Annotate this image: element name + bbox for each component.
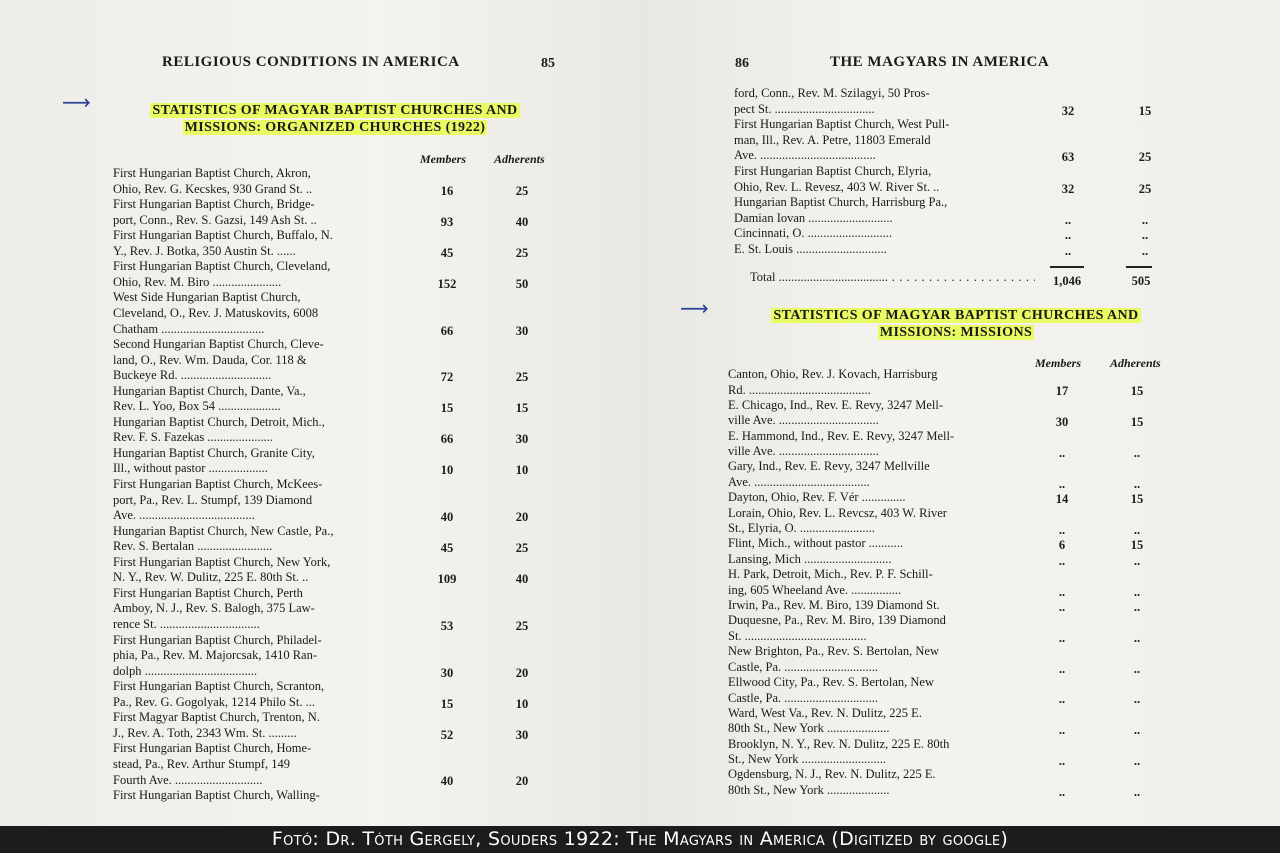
church-entry-members: .. — [1058, 630, 1066, 645]
church-entry — [113, 415, 428, 446]
church-entry-text: E. Hammond, Ind., Rev. E. Revy, 3247 Mell- ville Ave. ................................ — [728, 428, 955, 459]
church-entry — [113, 166, 428, 197]
church-entry-adherents: 30 — [515, 323, 529, 338]
church-entry-members: 16 — [440, 183, 454, 198]
church-entry-adherents: 15 — [1130, 415, 1144, 430]
church-entry-members: 45 — [440, 541, 454, 556]
title-line-1: STATISTICS OF MAGYAR BAPTIST CHURCHES AND — [773, 308, 1139, 323]
right-page — [640, 0, 1280, 826]
church-entry — [734, 117, 1044, 164]
pen-arrow-icon: ⟶ — [680, 296, 709, 320]
church-entry-text: Ogdensburg, N. J., Rev. N. Dulitz, 225 E. 80th St., New York .................... — [728, 767, 936, 797]
church-entry-adherents: 20 — [515, 774, 529, 789]
church-entry-adherents: 25 — [1138, 181, 1152, 196]
church-entry-text: First Hungarian Baptist Church, Elyria, Ohio, Rev. L. Revesz, 403 W. River St. .. — [734, 164, 940, 194]
church-entry-adherents: .. — [1141, 244, 1149, 258]
church-entry — [728, 598, 1040, 614]
church-entry-text: E. St. Louis ............................. — [734, 242, 887, 256]
church-entry-text: Ward, West Va., Rev. N. Dulitz, 225 E. 80th St., New York .................... — [728, 705, 922, 736]
church-entry-adherents: .. — [1133, 661, 1141, 676]
church-entry-text: Duquesne, Pa., Rev. M. Biro, 139 Diamond St. ....................................... — [728, 613, 946, 643]
col-members-header: Members — [1035, 356, 1081, 370]
church-entry — [113, 477, 428, 524]
left-page — [0, 0, 640, 826]
church-entry-members: 40 — [440, 510, 454, 525]
church-entry-adherents: .. — [1133, 584, 1141, 599]
church-entry-members: .. — [1058, 600, 1066, 614]
church-entry-text: Irwin, Pa., Rev. M. Biro, 139 Diamond St. — [728, 598, 940, 612]
church-entry-members: .. — [1058, 446, 1066, 460]
church-entry-members: 14 — [1055, 492, 1069, 507]
church-entry-adherents: 30 — [515, 432, 529, 447]
church-entry — [728, 706, 1040, 737]
church-entry-members: 45 — [440, 245, 454, 260]
church-entry-text: Hungarian Baptist Church, Detroit, Mich., Rev. F. S. Fazekas ..................... — [113, 414, 325, 445]
church-entry-text: First Hungarian Baptist Church, Buffalo, N. Y., Rev. J. Botka, 350 Austin St. ...... — [113, 228, 333, 258]
church-entry-text: First Hungarian Baptist Church, West Pull- man, Ill., Rev. A. Petre, 11803 Emerald Ave. ..................................... — [734, 117, 950, 163]
church-entry — [728, 613, 1040, 644]
church-entry — [734, 226, 1044, 242]
church-entry-adherents: .. — [1133, 553, 1141, 568]
church-entry-text: Hungarian Baptist Church, Harrisburg Pa., Damian Iovan ........................... — [734, 195, 948, 225]
church-entry-adherents: 25 — [1138, 150, 1152, 165]
church-entry-text: West Side Hungarian Baptist Church, Cleveland, O., Rev. J. Matuskovits, 6008 Chatham ................................. — [113, 290, 319, 336]
church-entry — [113, 555, 428, 586]
church-entry-text: First Hungarian Baptist Church, Home- stead, Pa., Rev. Arthur Stumpf, 149 Fourth Ave. ............................ — [113, 741, 312, 787]
church-entry-members: 152 — [437, 276, 457, 291]
church-entry-adherents: .. — [1133, 630, 1141, 645]
church-entry-text: Canton, Ohio, Rev. J. Kovach, Harrisburg Rd. ....................................... — [728, 367, 938, 397]
church-entry — [728, 675, 1040, 706]
church-entry-members: 32 — [1061, 103, 1075, 118]
church-entry-adherents: 50 — [515, 276, 529, 291]
church-entry-text: ford, Conn., Rev. M. Szilagyi, 50 Pros- pect St. ................................ — [734, 86, 930, 116]
church-entry — [113, 290, 428, 337]
church-entry — [728, 536, 1040, 552]
church-entry-text: First Hungarian Baptist Church, McKees- port, Pa., Rev. L. Stumpf, 139 Diamond Ave. ..................................... — [113, 477, 323, 523]
church-entry-adherents: .. — [1133, 476, 1141, 491]
church-entry-adherents: .. — [1133, 446, 1141, 460]
church-entry-adherents: 25 — [515, 370, 529, 385]
church-entry-adherents: 30 — [515, 727, 529, 742]
church-entry — [728, 737, 1040, 768]
church-entry — [728, 490, 1040, 506]
church-entry-members: 15 — [440, 696, 454, 711]
church-entry-adherents: 25 — [515, 183, 529, 198]
church-entry-adherents: 25 — [515, 245, 529, 260]
left-page-number: 85 — [541, 56, 555, 71]
church-entry-members: 10 — [440, 463, 454, 478]
col-adherents-header: Adherents — [1110, 356, 1161, 370]
church-entry-text: First Hungarian Baptist Church, Perth Amboy, N. J., Rev. S. Balogh, 375 Law- rence St. ................................ — [113, 585, 315, 632]
church-entry-text: First Hungarian Baptist Church, Walling- — [113, 788, 320, 802]
church-entry-adherents: 15 — [1130, 538, 1144, 553]
church-entry — [728, 767, 1040, 798]
church-entry — [728, 367, 1040, 398]
church-entry-members: 66 — [440, 323, 454, 338]
missions-title — [726, 307, 1186, 341]
church-entry-members: 32 — [1061, 181, 1075, 196]
col-adherents-header: Adherents — [494, 152, 545, 166]
church-entry-adherents: .. — [1133, 692, 1141, 707]
church-entry — [113, 337, 428, 384]
church-entry-text: Hungarian Baptist Church, Granite City, Ill., without pastor ................... — [113, 445, 315, 476]
church-entry — [728, 552, 1040, 568]
church-entry — [113, 788, 428, 804]
church-entry — [728, 429, 1040, 460]
church-entry-members: 30 — [440, 665, 454, 680]
church-entry — [113, 741, 428, 788]
church-entry-members: .. — [1058, 661, 1066, 676]
church-entry — [113, 679, 428, 710]
church-entry-adherents: 10 — [515, 696, 529, 711]
church-entry-text: First Magyar Baptist Church, Trenton, N. J., Rev. A. Toth, 2343 Wm. St. ......... — [113, 710, 320, 740]
church-entry-adherents: 15 — [1130, 384, 1144, 399]
church-entry-adherents: 40 — [515, 214, 529, 229]
church-entry-text: First Hungarian Baptist Church, Bridge- port, Conn., Rev. S. Gazsi, 149 Ash St. .. — [113, 197, 317, 227]
church-entry-text: H. Park, Detroit, Mich., Rev. P. F. Schill- ing, 605 Wheeland Ave. ................ — [728, 567, 933, 597]
church-entry-adherents: 40 — [515, 572, 529, 587]
church-entry-adherents: 15 — [1130, 492, 1144, 507]
church-entry — [113, 633, 428, 680]
church-entry-text: Dayton, Ohio, Rev. F. Vér .............. — [728, 490, 906, 505]
church-entry-adherents: 10 — [515, 463, 529, 478]
church-entry-members: 109 — [437, 572, 457, 587]
church-entry-members: .. — [1064, 212, 1072, 227]
photo-credit-caption: Fotó: Dr. Tóth Gergely, Souders 1922: The Magyars in America (Digitized by google) — [0, 826, 1280, 853]
church-entry-adherents: 15 — [1138, 103, 1152, 118]
church-entry — [728, 459, 1040, 490]
church-entry-adherents: 15 — [515, 401, 529, 416]
church-entry-members: .. — [1058, 784, 1066, 799]
church-entry — [113, 710, 428, 741]
col-members-header: Members — [420, 152, 466, 166]
title-line-2: MISSIONS: MISSIONS — [879, 325, 1033, 340]
church-entry-members: 72 — [440, 370, 454, 385]
church-entry-members: .. — [1064, 244, 1072, 258]
church-entry-members: .. — [1058, 692, 1066, 707]
church-entry-text: E. Chicago, Ind., Rev. E. Revy, 3247 Mell- ville Ave. ................................ — [728, 397, 944, 428]
church-entry-adherents: .. — [1133, 600, 1141, 614]
church-entry — [728, 644, 1040, 675]
church-entry-text: Hungarian Baptist Church, Dante, Va., Rev. L. Yoo, Box 54 .................... — [113, 383, 306, 414]
left-running-head: RELIGIOUS CONDITIONS IN AMERICA — [162, 54, 460, 70]
church-entry-members: 93 — [440, 214, 454, 229]
church-entry — [113, 259, 428, 290]
church-entry-members: 15 — [440, 401, 454, 416]
church-entry-members: .. — [1058, 553, 1066, 568]
church-entry — [734, 86, 1044, 117]
church-entry — [113, 228, 428, 259]
church-entry-adherents: .. — [1133, 723, 1141, 738]
church-entry-members: .. — [1058, 523, 1066, 537]
church-entry-members: .. — [1064, 228, 1072, 243]
church-entry — [113, 446, 428, 477]
church-entry-adherents: .. — [1133, 523, 1141, 537]
church-entry-members: 53 — [440, 618, 454, 633]
church-entry-text: Second Hungarian Baptist Church, Cleve- land, O., Rev. Wm. Dauda, Cor. 118 & Buckeye Rd. ............................. — [113, 337, 324, 383]
church-entry-members: .. — [1058, 723, 1066, 738]
church-entry-text: Brooklyn, N. Y., Rev. N. Dulitz, 225 E. 80th St., New York ........................... — [728, 736, 950, 767]
church-entry-text: Cincinnati, O. ........................... — [734, 226, 892, 241]
church-entry-adherents: 25 — [515, 618, 529, 633]
church-entry — [113, 197, 428, 228]
title-line-2: MISSIONS: ORGANIZED CHURCHES (1922) — [184, 120, 486, 135]
church-entry-text: First Hungarian Baptist Church, Cleveland, Ohio, Rev. M. Biro ...................... — [113, 259, 331, 289]
total-adherents: 505 — [1131, 274, 1151, 288]
church-entry — [734, 195, 1044, 226]
church-entry-members: 30 — [1055, 415, 1069, 430]
church-entry-members: 63 — [1061, 150, 1075, 165]
church-entry-text: First Hungarian Baptist Church, New York, N. Y., Rev. W. Dulitz, 225 E. 80th St. .. — [113, 554, 331, 585]
church-entry-members: 17 — [1055, 384, 1069, 399]
church-entry — [113, 586, 428, 633]
church-entry-members: 52 — [440, 727, 454, 742]
church-entry — [734, 164, 1044, 195]
church-entry-adherents: 25 — [515, 541, 529, 556]
total-rule-members — [1050, 266, 1084, 268]
church-entry-adherents: 20 — [515, 510, 529, 525]
pen-arrow-icon: ⟶ — [62, 90, 91, 114]
church-entry-text: New Brighton, Pa., Rev. S. Bertolan, New Castle, Pa. .............................. — [728, 644, 939, 674]
church-entry — [734, 242, 1044, 258]
church-entry — [728, 567, 1040, 598]
right-page-number: 86 — [735, 56, 749, 71]
church-entry-members: 6 — [1058, 538, 1066, 553]
church-entry-adherents: 20 — [515, 665, 529, 680]
church-entry-text: Lansing, Mich ............................ — [728, 551, 892, 566]
total-rule-adherents — [1126, 266, 1152, 268]
church-entry — [113, 384, 428, 415]
church-entry-text: Flint, Mich., without pastor ........... — [728, 536, 903, 551]
church-entry-members: .. — [1058, 476, 1066, 491]
church-entry-adherents: .. — [1141, 212, 1149, 227]
church-entry-members: .. — [1058, 754, 1066, 768]
church-entry-adherents: .. — [1133, 784, 1141, 799]
church-entry — [728, 506, 1040, 537]
church-entry-text: Ellwood City, Pa., Rev. S. Bertolan, New Castle, Pa. .............................. — [728, 675, 934, 705]
church-entry — [728, 398, 1040, 429]
church-entry-text: First Hungarian Baptist Church, Akron, Ohio, Rev. G. Kecskes, 930 Grand St. .. — [113, 166, 313, 196]
church-entry-members: .. — [1058, 584, 1066, 599]
church-entry-text: Gary, Ind., Rev. E. Revy, 3247 Mellville Ave. ..................................... — [728, 459, 930, 489]
organized-churches-title — [100, 102, 570, 136]
church-entry-members: 66 — [440, 432, 454, 447]
total-members: 1,046 — [1052, 274, 1082, 288]
church-entry-members: 40 — [440, 774, 454, 789]
right-running-head: THE MAGYARS IN AMERICA — [830, 54, 1050, 70]
church-entry — [113, 524, 428, 555]
church-entry-text: Lorain, Ohio, Rev. L. Revcsz, 403 W. River St., Elyria, O. ........................ — [728, 505, 947, 536]
total-row — [750, 270, 1035, 286]
church-entry-adherents: .. — [1133, 754, 1141, 768]
total-label: Total ................................... . . . — [750, 270, 1035, 286]
title-line-1: STATISTICS OF MAGYAR BAPTIST CHURCHES AND — [152, 103, 518, 118]
church-entry-text: Hungarian Baptist Church, New Castle, Pa., Rev. S. Bertalan ........................ — [113, 523, 334, 554]
church-entry-adherents: .. — [1141, 228, 1149, 243]
church-entry-text: First Hungarian Baptist Church, Philadel- phia, Pa., Rev. M. Majorcsak, 1410 Ran- dolph .................................... — [113, 632, 322, 678]
church-entry-text: First Hungarian Baptist Church, Scranton, Pa., Rev. G. Gogolyak, 1214 Philo St. ... — [113, 679, 325, 709]
